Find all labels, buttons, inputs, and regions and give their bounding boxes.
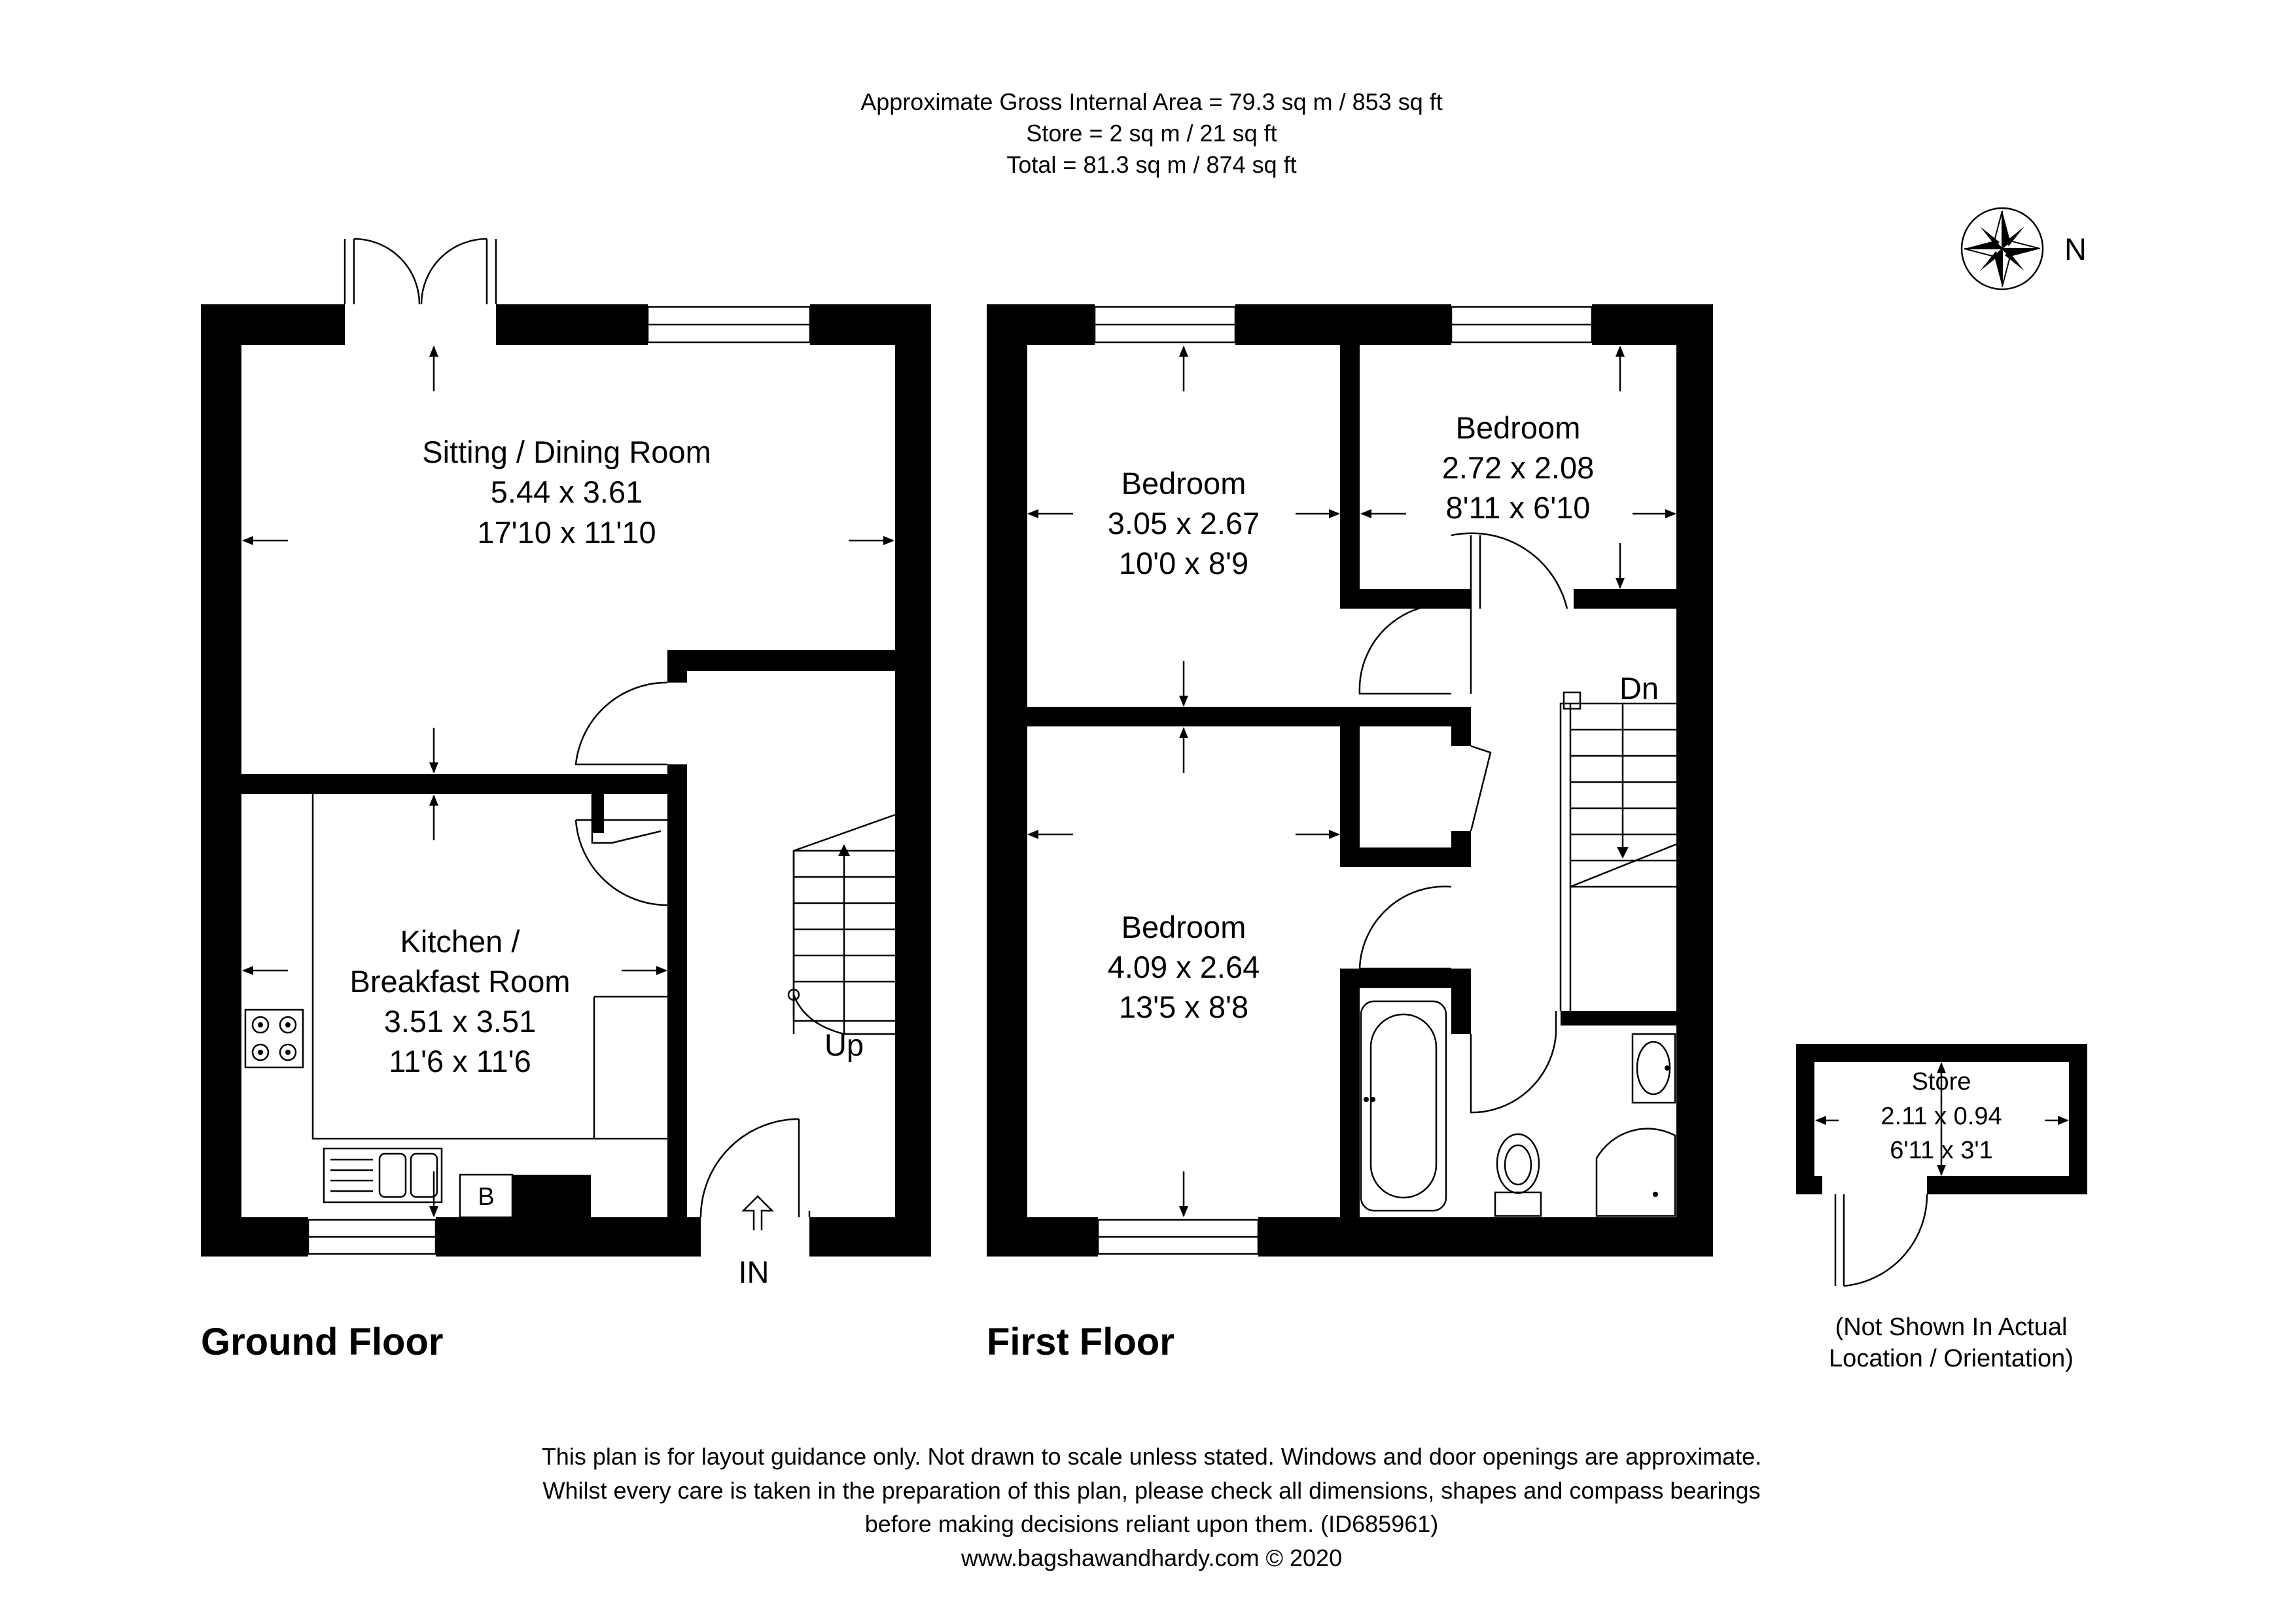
disclaimer	[542, 1443, 1761, 1571]
ground-floor-title: Ground Floor	[201, 1321, 444, 1363]
store-metric: 2.11 x 0.94	[1881, 1103, 2002, 1130]
website-copyright: www.bagshawandhardy.com © 2020	[961, 1544, 1343, 1571]
first-stairs-label: Dn	[1619, 671, 1659, 705]
store-note-line1: (Not Shown In Actual	[1835, 1313, 2068, 1341]
shower-icon	[1597, 1129, 1675, 1216]
sitting-room-metric: 5.44 x 3.61	[490, 474, 643, 509]
sitting-room-name: Sitting / Dining Room	[422, 435, 711, 469]
sink-icon	[324, 1149, 442, 1202]
ground-stairs-label: Up	[824, 1027, 864, 1062]
boiler-label: B	[478, 1183, 495, 1211]
bedroom2-name: Bedroom	[1455, 410, 1581, 445]
first-floor-plan	[987, 304, 1713, 1363]
store-name: Store	[1911, 1068, 1971, 1096]
total-area: Total = 81.3 sq m / 874 sq ft	[1006, 151, 1297, 178]
store-area: Store = 2 sq m / 21 sq ft	[1026, 120, 1277, 147]
sitting-room-imperial: 17'10 x 11'10	[477, 515, 656, 550]
bedroom1-metric: 3.05 x 2.67	[1107, 506, 1260, 541]
toilet-icon	[1495, 1134, 1541, 1216]
kitchen-metric: 3.51 x 3.51	[383, 1004, 537, 1039]
gross-internal-area: Approximate Gross Internal Area = 79.3 sq m / 853 sq ft	[860, 88, 1443, 115]
bedroom3-name: Bedroom	[1121, 910, 1246, 944]
kitchen-name-line2: Breakfast Room	[349, 964, 571, 999]
first-stairs-icon	[1561, 692, 1676, 1011]
disclaimer-line2: Whilst every care is taken in the preparation of this plan, please check all dimensions, shapes and compass bearings	[542, 1477, 1761, 1504]
bedroom1-imperial: 10'0 x 8'9	[1118, 546, 1249, 580]
ground-floor-plan	[201, 239, 931, 1363]
hob-icon	[245, 1010, 303, 1067]
ground-stairs-icon	[788, 815, 895, 1034]
kitchen-imperial: 11'6 x 11'6	[389, 1044, 531, 1079]
basin-icon	[1633, 1034, 1675, 1103]
bedroom3-metric: 4.09 x 2.64	[1107, 950, 1260, 984]
store-imperial: 6'11 x 3'1	[1890, 1137, 1993, 1164]
entrance-label: IN	[738, 1255, 769, 1289]
kitchen-name-line1: Kitchen /	[400, 924, 520, 959]
compass-north-label: N	[2064, 232, 2087, 266]
bath-icon	[1361, 1001, 1446, 1211]
bedroom1-name: Bedroom	[1121, 466, 1246, 501]
bedroom3-imperial: 13'5 x 8'8	[1118, 990, 1249, 1024]
first-floor-title: First Floor	[987, 1321, 1174, 1363]
compass-rose-icon	[1962, 208, 2043, 289]
disclaimer-line3: before making decisions reliant upon them. (ID685961)	[864, 1510, 1439, 1537]
bedroom2-imperial: 8'11 x 6'10	[1445, 490, 1591, 525]
area-summary	[860, 88, 1442, 178]
store-note-line2: Location / Orientation)	[1829, 1345, 2074, 1372]
disclaimer-line1: This plan is for layout guidance only. Not drawn to scale unless stated. Windows and door openings are approximate.	[541, 1443, 1762, 1470]
bedroom2-metric: 2.72 x 2.08	[1441, 450, 1595, 485]
store-plan	[1796, 1044, 2087, 1372]
